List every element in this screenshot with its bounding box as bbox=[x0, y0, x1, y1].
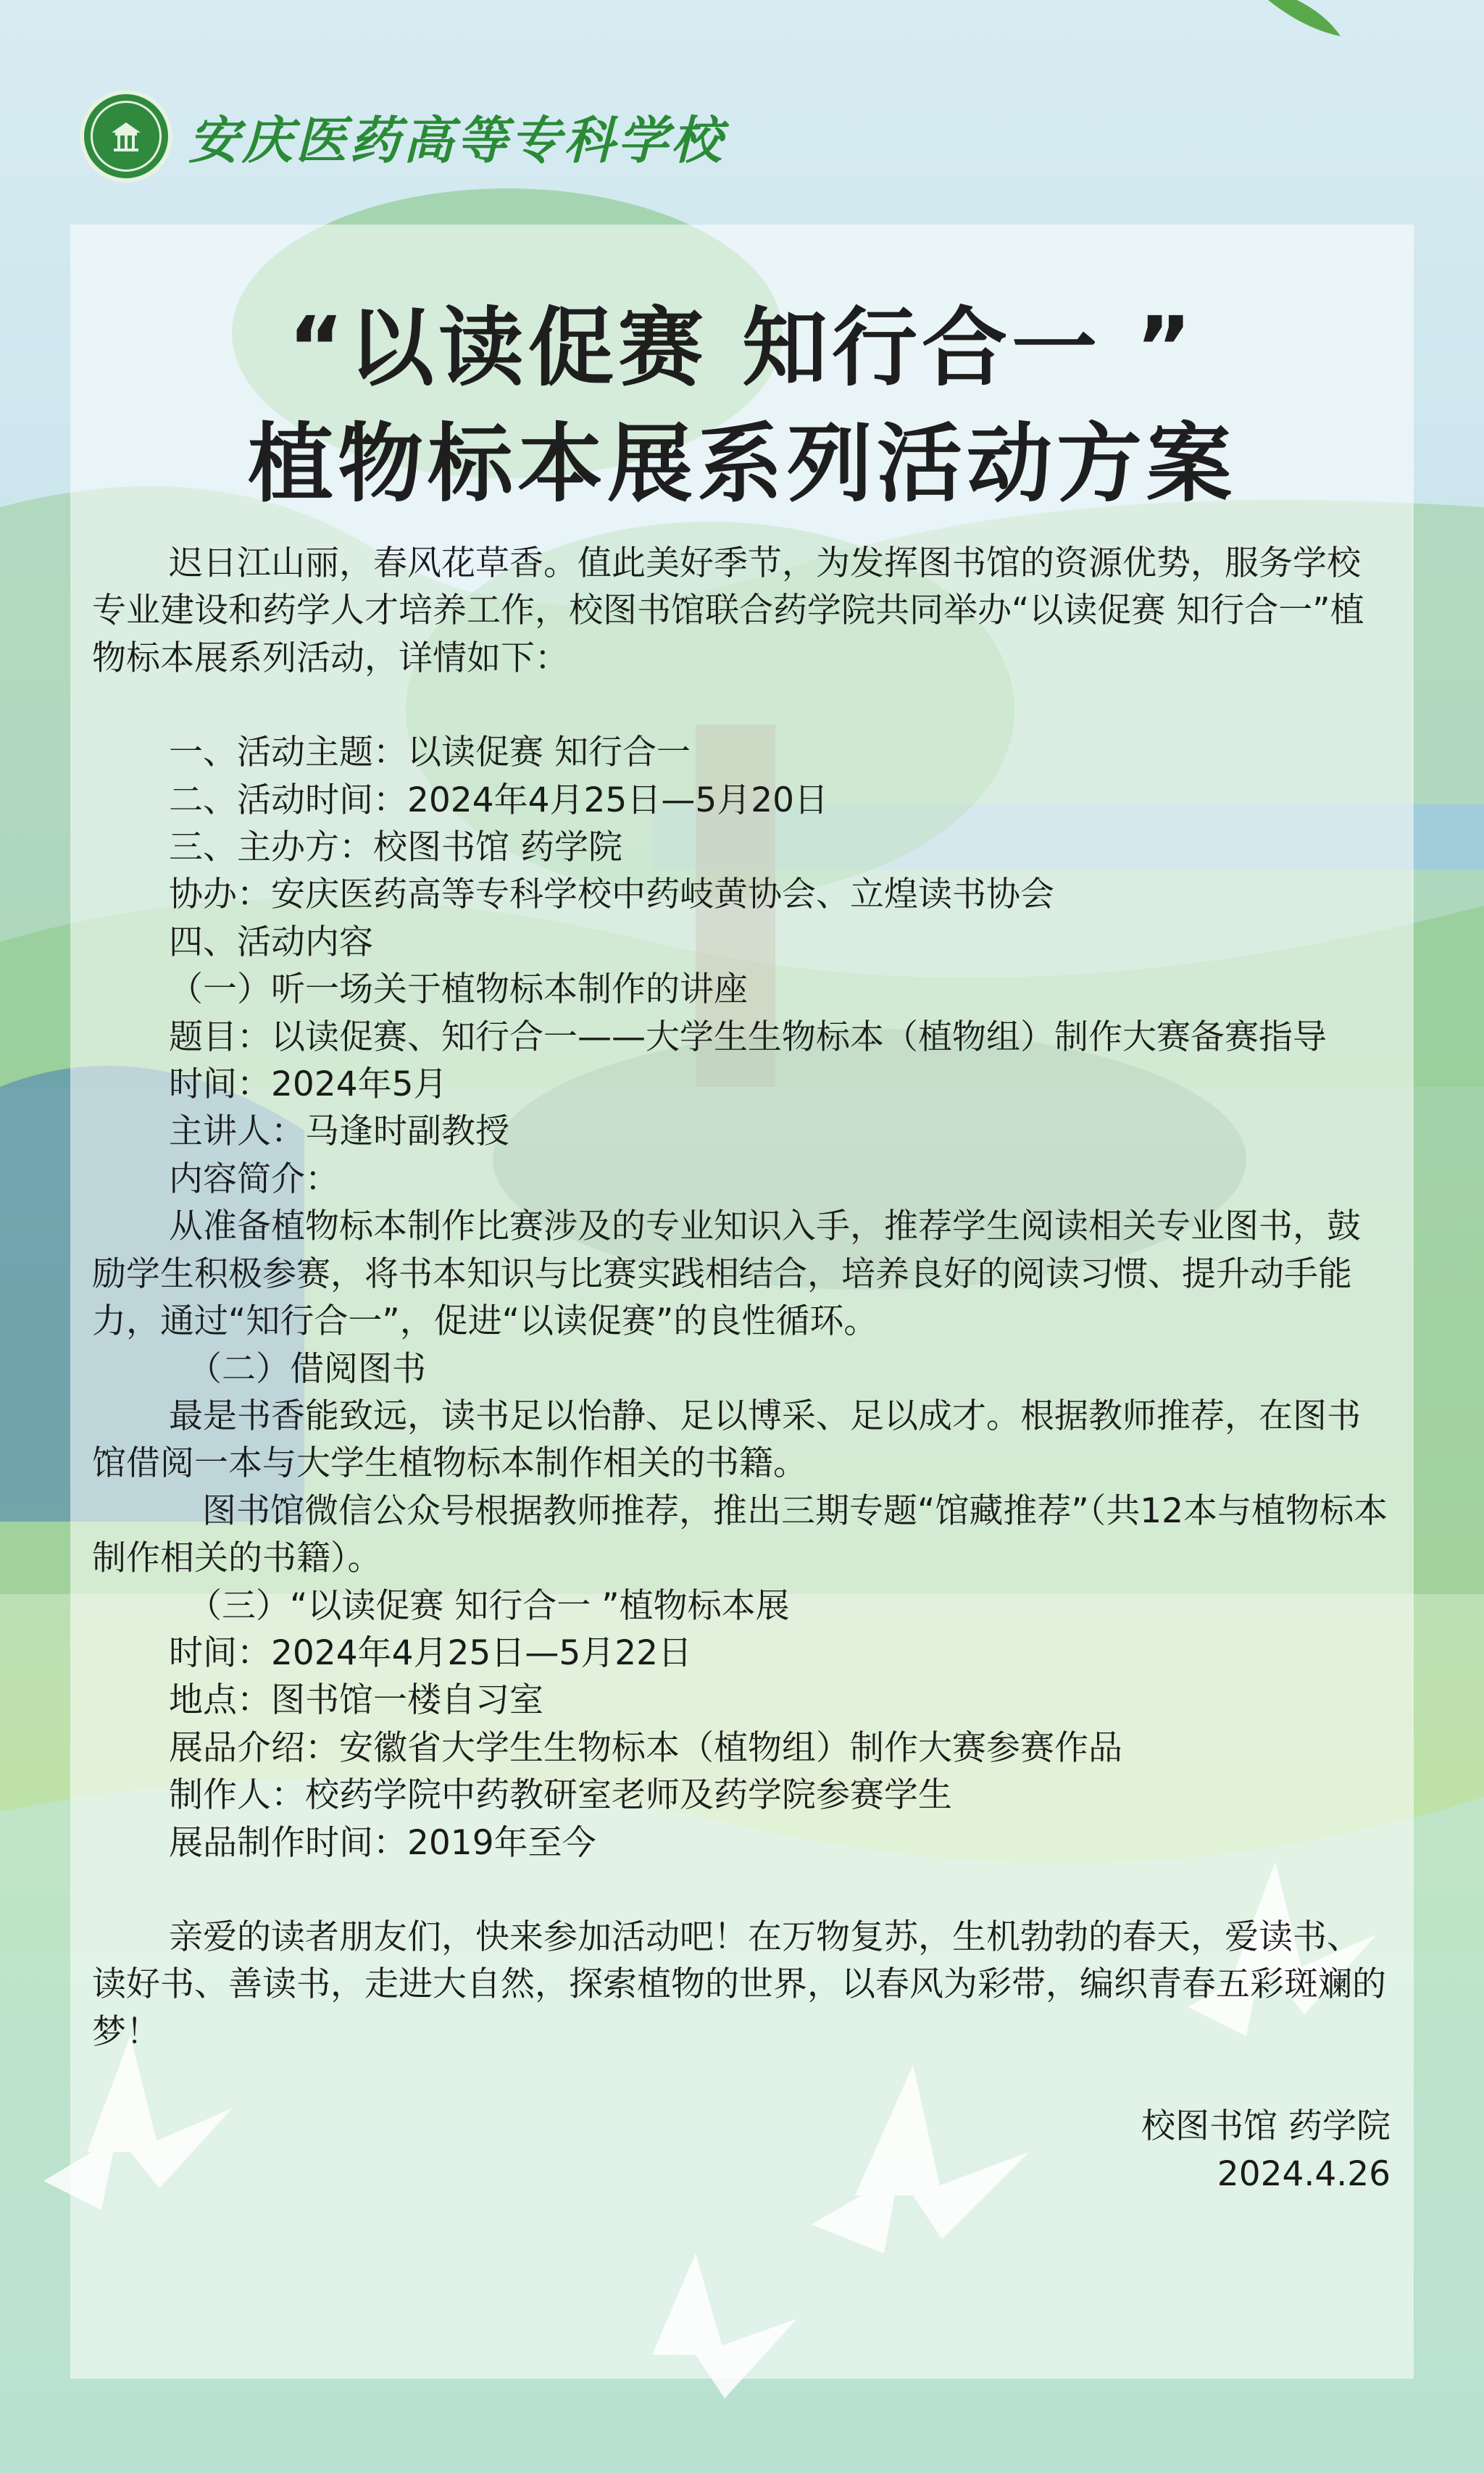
school-seal-icon bbox=[80, 90, 172, 183]
section2-para1: 最是书香能致远，读书足以怡静、足以博采、足以成才。根据教师推荐，在图书馆借阅一本与大学生植物标本制作相关的书籍。 bbox=[92, 1396, 1361, 1484]
school-logo-header bbox=[80, 86, 725, 187]
document-body bbox=[92, 540, 1393, 2198]
item-theme: 一、活动主题：以读促赛 知行合一 bbox=[169, 733, 691, 773]
section3-time: 时间：2024年4月25日—5月22日 bbox=[169, 1632, 693, 1673]
section1-time: 时间：2024年5月 bbox=[169, 1064, 448, 1105]
signature-org: 校图书馆 药学院 bbox=[1141, 2106, 1391, 2147]
section3-heading: （三）“以读促赛 知行合一 ”植物标本展 bbox=[188, 1585, 790, 1626]
section3-exhibits: 展品介绍：安徽省大学生生物标本（植物组）制作大赛参赛作品 bbox=[169, 1727, 1122, 1768]
item-co-organizer: 协办：安庆医药高等专科学校中药岐黄协会、立煌读书协会 bbox=[169, 875, 1054, 915]
section2-para2: 图书馆微信公众号根据教师推荐，推出三期专题“馆藏推荐”（共12本与植物标本制作相关的书籍）。 bbox=[92, 1490, 1388, 1579]
page-title-line1: “以读促赛 知行合一 ” bbox=[288, 298, 1196, 398]
closing-paragraph: 亲爱的读者朋友们，快来参加活动吧！在万物复苏，生机勃勃的春天，爱读书、读好书、善读书，走进大自然，探索植物的世界，以春风为彩带，编织青春五彩斑斓的梦！ bbox=[92, 1917, 1386, 2052]
school-name: 安庆医药高等专科学校 bbox=[188, 109, 725, 170]
pavilion-icon bbox=[108, 118, 144, 154]
intro-paragraph: 迟日江山丽，春风花草香。值此美好季节，为发挥图书馆的资源优势，服务学校专业建设和药学人才培养工作，校图书馆联合药学院共同举办“以读促赛 知行合一”植物标本展系列活动，详情如下： bbox=[92, 543, 1364, 678]
section3-made-time: 展品制作时间：2019年至今 bbox=[169, 1822, 596, 1863]
item-organizer: 三、主办方：校图书馆 药学院 bbox=[169, 827, 622, 868]
page-title-line2: 植物标本展系列活动方案 bbox=[247, 414, 1236, 514]
section1-summary: 从准备植物标本制作比赛涉及的专业知识入手，推荐学生阅读相关专业图书，鼓励学生积极参赛，将书本知识与比赛实践相结合，培养良好的阅读习惯、提升动手能力，通过“知行合一”，促进“以读促赛”的良性循环。 bbox=[92, 1206, 1361, 1342]
section3-makers: 制作人：校药学院中药教研室老师及药学院参赛学生 bbox=[169, 1775, 952, 1816]
item-content-heading: 四、活动内容 bbox=[169, 922, 373, 962]
section1-topic: 题目：以读促赛、知行合一——大学生生物标本（植物组）制作大赛备赛指导 bbox=[169, 1017, 1327, 1057]
item-time: 二、活动时间：2024年4月25日—5月20日 bbox=[169, 780, 829, 820]
section3-place: 地点：图书馆一楼自习室 bbox=[169, 1680, 543, 1721]
section1-heading: （一）听一场关于植物标本制作的讲座 bbox=[169, 969, 748, 1010]
section1-summary-label: 内容简介： bbox=[169, 1159, 339, 1199]
signature-date: 2024.4.26 bbox=[1217, 2153, 1391, 2194]
section1-speaker: 主讲人：马逢时副教授 bbox=[169, 1112, 509, 1152]
section2-heading: （二）借阅图书 bbox=[188, 1348, 426, 1389]
